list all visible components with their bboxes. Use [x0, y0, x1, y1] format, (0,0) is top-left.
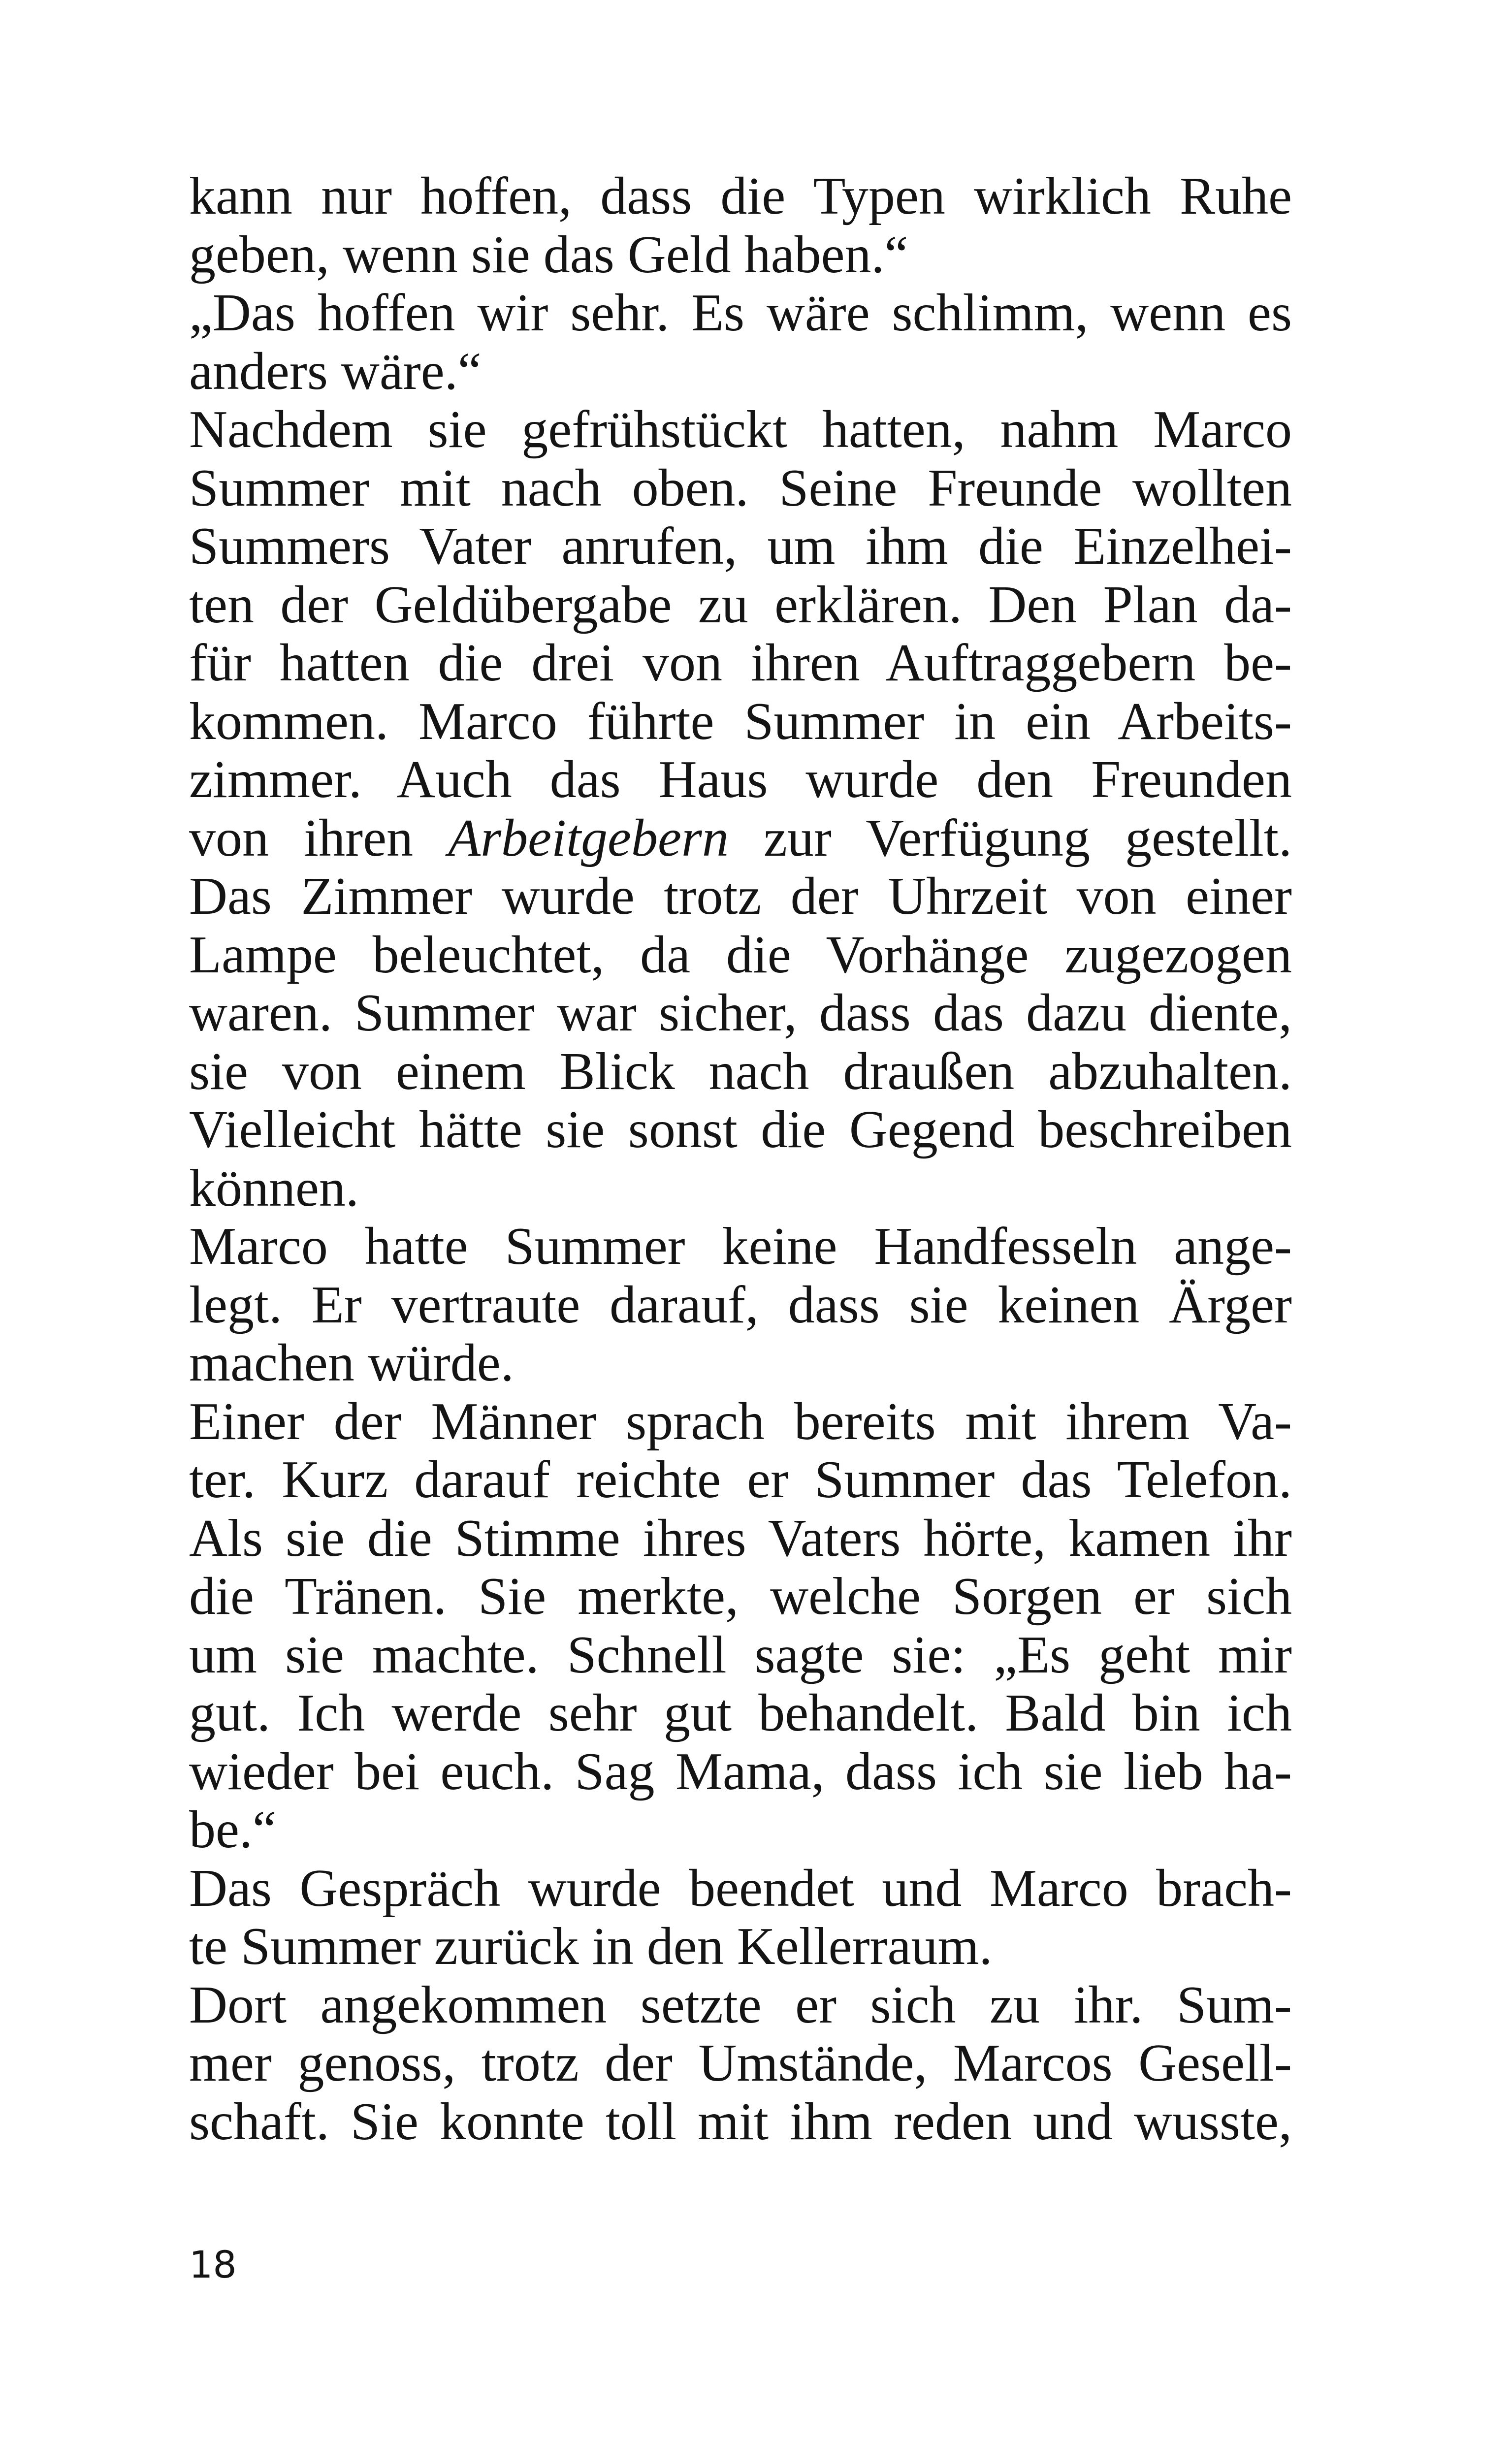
text-line: Einer der Männer sprach bereits mit ihrem Va- — [189, 1392, 1292, 1451]
text-line: geben, wenn sie das Geld haben.“ — [189, 225, 908, 284]
text-line: be.“ — [189, 1800, 276, 1859]
text-line: wieder bei euch. Sag Mama, dass ich sie lieb ha- — [189, 1742, 1292, 1801]
italic-word: Arbeitgebern — [448, 808, 729, 868]
text-line: schaft. Sie konnte toll mit ihm reden und wusste, — [189, 2092, 1292, 2151]
text-line: Das Zimmer wurde trotz der Uhrzeit von einer — [189, 867, 1292, 926]
text-line: Vielleicht hätte sie sonst die Gegend beschreiben — [189, 1100, 1292, 1159]
text-line: um sie machte. Schnell sagte sie: „Es geht mir — [189, 1625, 1292, 1684]
text-line: Das Gespräch wurde beendet und Marco brach- — [189, 1859, 1292, 1918]
text-line: zimmer. Auch das Haus wurde den Freunden — [189, 750, 1292, 809]
text-line: Marco hatte Summer keine Handfesseln ange- — [189, 1217, 1292, 1276]
text-line: „Das hoffen wir sehr. Es wäre schlimm, wenn es — [189, 284, 1292, 342]
text-segment: zur Verfügung gestellt. — [728, 808, 1292, 868]
text-line: machen würde. — [189, 1334, 514, 1392]
text-line-with-emphasis — [189, 809, 1292, 868]
text-line: kann nur hoffen, dass die Typen wirklich Ruhe — [189, 167, 1292, 225]
text-line: sie von einem Blick nach draußen abzuhalten. — [189, 1042, 1292, 1101]
text-line: Nachdem sie gefrühstückt hatten, nahm Marco — [189, 400, 1292, 459]
text-line: Lampe beleuchtet, da die Vorhänge zugezogen — [189, 925, 1292, 984]
text-line: ter. Kurz darauf reichte er Summer das Telefon. — [189, 1450, 1292, 1509]
text-line: gut. Ich werde sehr gut behandelt. Bald bin ich — [189, 1684, 1292, 1742]
text-line: legt. Er vertraute darauf, dass sie keinen Ärger — [189, 1275, 1292, 1334]
body-text — [189, 167, 1292, 2151]
text-line: ten der Geldübergabe zu erklären. Den Plan da- — [189, 575, 1292, 634]
text-line: für hatten die drei von ihren Auftraggebern be- — [189, 634, 1292, 692]
text-line: die Tränen. Sie merkte, welche Sorgen er sich — [189, 1567, 1292, 1626]
page-number: 18 — [189, 2243, 237, 2286]
text-line: Dort angekommen setzte er sich zu ihr. Sum- — [189, 1975, 1292, 2034]
text-line: Summers Vater anrufen, um ihm die Einzelhei- — [189, 517, 1292, 576]
text-line: können. — [189, 1158, 359, 1218]
text-line: anders wäre.“ — [189, 342, 482, 401]
text-line: waren. Summer war sicher, dass das dazu diente, — [189, 984, 1292, 1042]
text-line: kommen. Marco führte Summer in ein Arbeits- — [189, 692, 1292, 751]
text-line: Summer mit nach oben. Seine Freunde wollten — [189, 458, 1292, 517]
text-line: Als sie die Stimme ihres Vaters hörte, kamen ihr — [189, 1509, 1292, 1568]
text-segment: von ihren — [189, 808, 449, 868]
text-line: mer genoss, trotz der Umstände, Marcos Gesell- — [189, 2034, 1292, 2092]
text-line: te Summer zurück in den Kellerraum. — [189, 1917, 993, 1976]
